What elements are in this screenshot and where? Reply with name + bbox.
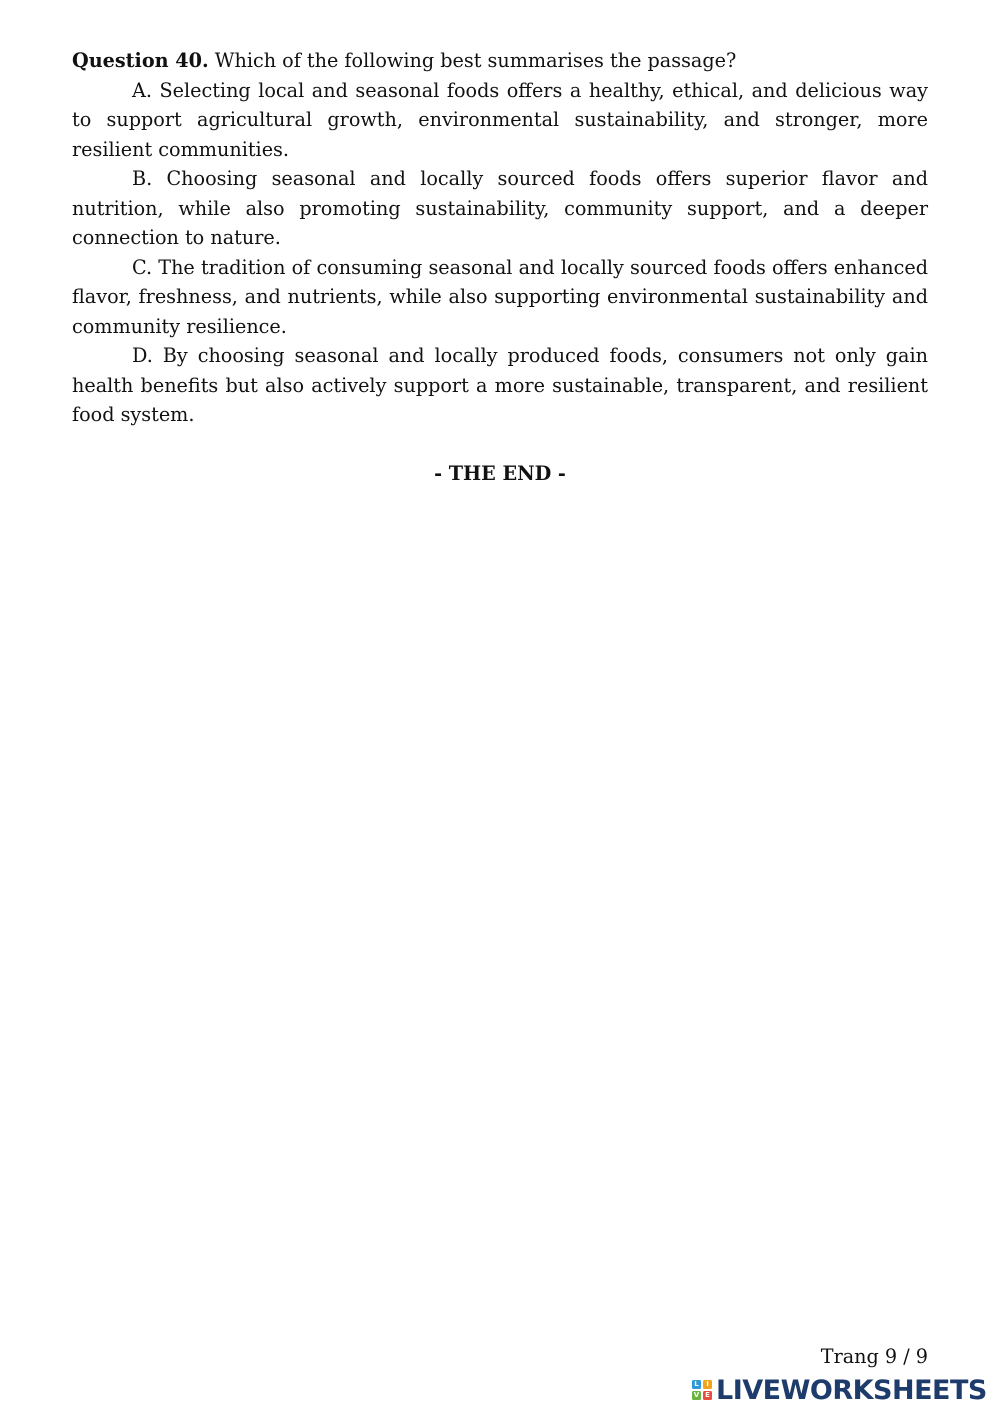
answer-option-a: A. Selecting local and seasonal foods offers a healthy, ethical, and delicious way to support agricultural growth, environmental sustainability, and stronger, more resilient communities. (72, 78, 928, 161)
logo-text: LIVEWORKSHEETS (716, 1374, 987, 1406)
question-text: Which of the following best summarises the passage? (208, 49, 737, 72)
logo-mark-icon (692, 1380, 712, 1400)
end-marker: - THE END - (434, 461, 566, 485)
question-stem (72, 46, 928, 76)
logo-mark-square: E (703, 1391, 712, 1400)
document-body (72, 46, 928, 488)
answer-option-d: D. By choosing seasonal and locally produced foods, consumers not only gain health benefits but also actively support a more sustainable, transparent, and resilient food system. (72, 344, 928, 426)
logo-mark-square: L (692, 1380, 701, 1389)
answer-option-c: C. The tradition of consuming seasonal and locally sourced foods offers enhanced flavor, freshness, and nutrients, while also supporting environmental sustainability and community resilience. (72, 255, 928, 338)
logo-mark-square: V (693, 1391, 700, 1399)
question-label: Question 40. (72, 49, 209, 72)
liveworksheets-logo (692, 1376, 987, 1404)
answer-option-b: B. Choosing seasonal and locally sourced foods offers superior flavor and nutrition, while also promoting sustainability, community support, and a deeper connection to nature. (72, 167, 928, 249)
page-number: Trang 9 / 9 (820, 1345, 928, 1368)
logo-mark-square: I (703, 1380, 712, 1389)
